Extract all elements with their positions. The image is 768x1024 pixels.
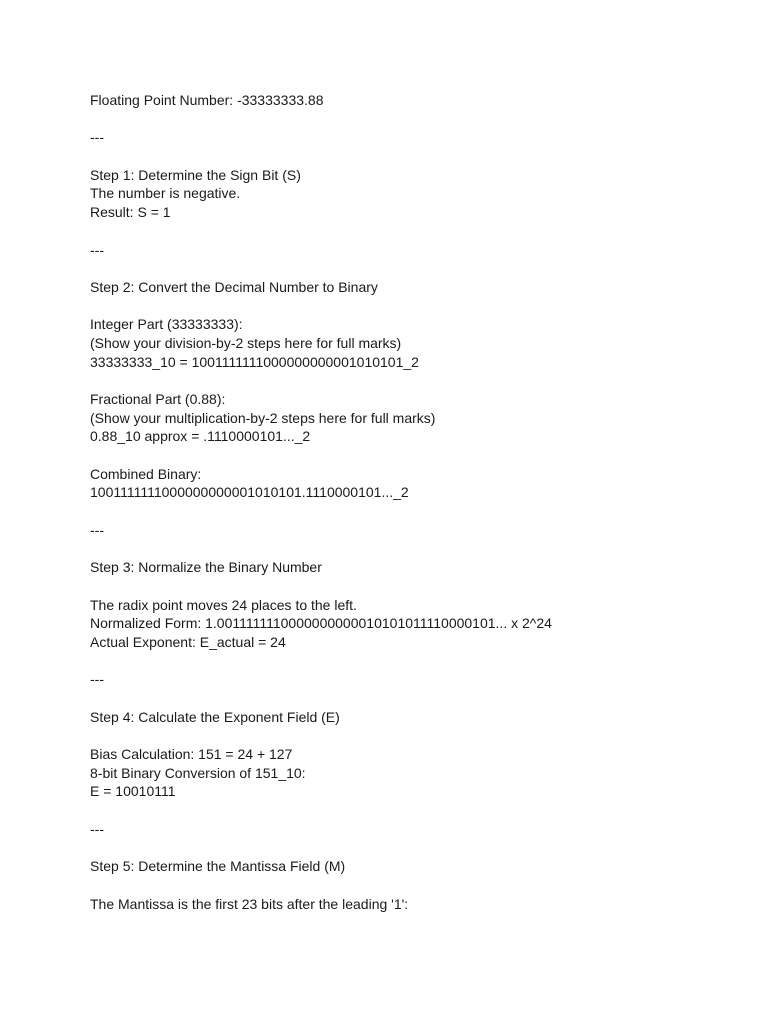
blank-line xyxy=(90,839,730,858)
blank-line xyxy=(90,726,730,745)
step-heading: Step 5: Determine the Mantissa Field (M) xyxy=(90,858,346,875)
text-line: Combined Binary: xyxy=(90,465,202,482)
step-heading: Step 4: Calculate the Exponent Field (E) xyxy=(90,708,340,725)
text-line: 8-bit Binary Conversion of 151_10: xyxy=(90,764,306,781)
text-line: 1001111111000000000001010101.1110000101..._2 xyxy=(90,484,409,501)
blank-line xyxy=(90,297,730,316)
blank-line xyxy=(90,652,730,671)
text-line: The number is negative. xyxy=(90,185,241,202)
separator-line: --- xyxy=(90,129,104,146)
text-line: 33333333_10 = 1001111111000000000001010101_2 xyxy=(90,353,419,370)
document-title: Floating Point Number: -33333333.88 xyxy=(90,92,324,108)
blank-line xyxy=(90,259,730,278)
blank-line xyxy=(90,110,730,129)
blank-line xyxy=(90,222,730,241)
blank-line xyxy=(90,502,730,521)
blank-line xyxy=(90,371,730,390)
text-line: Bias Calculation: 151 = 24 + 127 xyxy=(90,746,293,763)
blank-line xyxy=(90,876,730,895)
document-body xyxy=(90,91,730,913)
text-line: Normalized Form: 1.0011111110000000000010101011110000101... x 2^24 xyxy=(90,615,552,632)
blank-line xyxy=(90,801,730,820)
blank-line xyxy=(90,577,730,596)
step-heading: Step 1: Determine the Sign Bit (S) xyxy=(90,166,301,183)
text-line: 0.88_10 approx = .1110000101..._2 xyxy=(90,428,311,445)
text-line: (Show your multiplication-by-2 steps here for full marks) xyxy=(90,409,436,426)
blank-line xyxy=(90,147,730,166)
text-line: Result: S = 1 xyxy=(90,204,171,221)
text-line: Actual Exponent: E_actual = 24 xyxy=(90,633,286,650)
text-line: The radix point moves 24 places to the left. xyxy=(90,596,357,613)
text-line: The Mantissa is the first 23 bits after the leading '1': xyxy=(90,895,409,912)
text-line: (Show your division-by-2 steps here for full marks) xyxy=(90,334,402,351)
separator-line: --- xyxy=(90,671,104,688)
text-line: Integer Part (33333333): xyxy=(90,316,243,333)
step-heading: Step 2: Convert the Decimal Number to Binary xyxy=(90,278,378,295)
separator-line: --- xyxy=(90,521,104,538)
step-heading: Step 3: Normalize the Binary Number xyxy=(90,559,322,576)
blank-line xyxy=(90,689,730,708)
separator-line: --- xyxy=(90,820,104,837)
separator-line: --- xyxy=(90,241,104,258)
blank-line xyxy=(90,540,730,559)
blank-line xyxy=(90,446,730,465)
text-line: Fractional Part (0.88): xyxy=(90,391,226,407)
text-line: E = 10010111 xyxy=(90,783,176,800)
